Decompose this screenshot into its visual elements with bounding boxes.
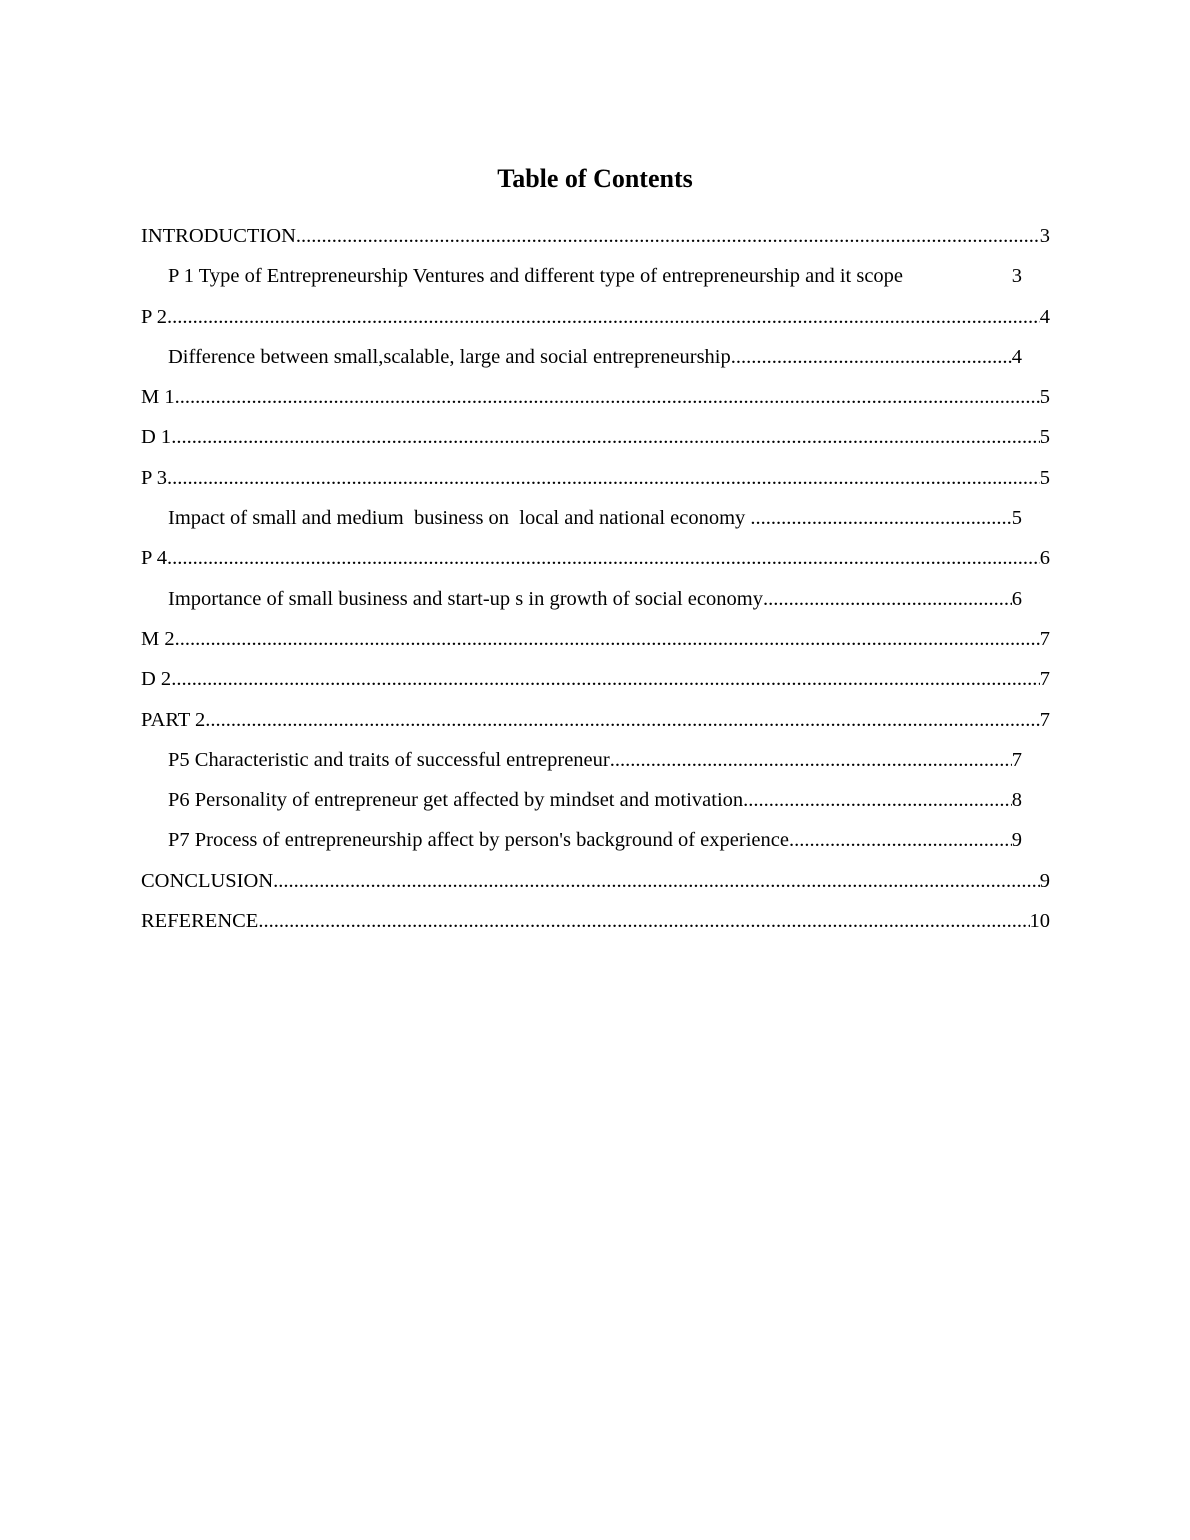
toc-entry-label: M 1 (141, 386, 175, 409)
toc-entry-page-number: 5 (1039, 386, 1050, 409)
toc-entry-page-number: 3 (1039, 225, 1050, 247)
toc-entry[interactable] (141, 905, 1050, 945)
toc-entry-label: P7 Process of entrepreneurship affect by person's background of experience (168, 829, 789, 852)
toc-entry-page-number: 5 (1039, 466, 1050, 489)
toc-entry-page-number: 9 (1011, 829, 1022, 852)
toc-entry[interactable] (141, 704, 1050, 744)
toc-entry[interactable] (141, 663, 1050, 703)
toc-dot-leader (750, 502, 1011, 534)
toc-entry-page-number: 4 (1011, 345, 1022, 368)
toc-entry-label: Impact of small and medium business on local and national economy (168, 507, 751, 530)
toc-entry-label: REFERENCE (141, 910, 259, 933)
toc-dot-leader (171, 663, 1040, 695)
toc-entry[interactable] (141, 542, 1050, 582)
toc-dot-leader (167, 462, 1040, 494)
toc-dot-leader (205, 704, 1039, 736)
toc-dot-leader (610, 744, 1012, 776)
toc-entry-label: Difference between small,scalable, large and social entrepreneurship (168, 345, 731, 368)
toc-dot-leader (731, 341, 1012, 373)
toc-entry[interactable] (141, 744, 1022, 784)
toc-entry-label: M 2 (141, 627, 175, 650)
toc-entry-page-number: 7 (1039, 627, 1050, 650)
toc-entry[interactable] (141, 502, 1022, 542)
toc-list (141, 220, 1050, 945)
toc-entry-page-number: 7 (1011, 748, 1022, 771)
toc-entry-label: CONCLUSION (141, 869, 274, 892)
toc-entry-page-number: 9 (1039, 869, 1050, 892)
toc-dot-leader (743, 784, 1012, 816)
toc-entry[interactable] (141, 341, 1022, 381)
toc-dot-leader (789, 824, 1012, 856)
toc-dot-leader (296, 220, 1040, 252)
toc-entry[interactable] (141, 301, 1050, 341)
toc-entry-label: P 4 (141, 547, 168, 570)
toc-entry-label: P5 Characteristic and traits of successful entrepreneur (168, 748, 610, 771)
toc-entry-label: P 1 Type of Entrepreneurship Ventures and different type of entrepreneurship and it scope (168, 265, 904, 288)
toc-entry-page-number: 7 (1039, 708, 1050, 731)
toc-dot-leader (763, 583, 1012, 615)
toc-entry-page-number: 4 (1039, 305, 1050, 328)
toc-entry-label: INTRODUCTION (141, 225, 296, 247)
toc-entry-label: Importance of small business and start-up s in growth of social economy (168, 587, 763, 610)
toc-dot-leader (175, 381, 1040, 413)
toc-entry[interactable] (141, 260, 1022, 300)
toc-entry-page-number: 6 (1011, 587, 1022, 610)
toc-entry-label: P6 Personality of entrepreneur get affected by mindset and motivation (168, 789, 744, 812)
toc-entry-page-number: 3 (1011, 265, 1022, 288)
toc-entry[interactable] (141, 784, 1022, 824)
toc-entry-label: D 1 (141, 426, 172, 449)
toc-entry[interactable] (141, 462, 1050, 502)
toc-entry-label: D 2 (141, 668, 172, 691)
toc-entry-label: P 3 (141, 466, 168, 489)
toc-dot-leader (175, 623, 1040, 655)
toc-entry[interactable] (141, 421, 1050, 461)
toc-entry[interactable] (141, 583, 1022, 623)
toc-dot-leader (258, 905, 1029, 937)
toc-entry[interactable] (141, 220, 1050, 260)
toc-entry-page-number: 5 (1011, 507, 1022, 530)
toc-dot-leader (167, 542, 1040, 574)
toc-dot-leader (167, 301, 1040, 333)
toc-entry-page-number: 5 (1039, 426, 1050, 449)
toc-entry-page-number: 8 (1011, 789, 1022, 812)
toc-entry[interactable] (141, 865, 1050, 905)
toc-title: Table of Contents (497, 164, 693, 193)
toc-entry-label: PART 2 (141, 708, 206, 731)
toc-entry-page-number: 6 (1039, 547, 1050, 570)
toc-entry[interactable] (141, 623, 1050, 663)
toc-entry-page-number: 10 (1029, 910, 1050, 933)
toc-entry-label: P 2 (141, 305, 168, 328)
toc-dot-leader (171, 421, 1040, 453)
toc-entry[interactable] (141, 824, 1022, 864)
toc-dot-leader (273, 865, 1040, 897)
toc-entry[interactable] (141, 381, 1050, 421)
toc-entry-page-number: 7 (1039, 668, 1050, 691)
